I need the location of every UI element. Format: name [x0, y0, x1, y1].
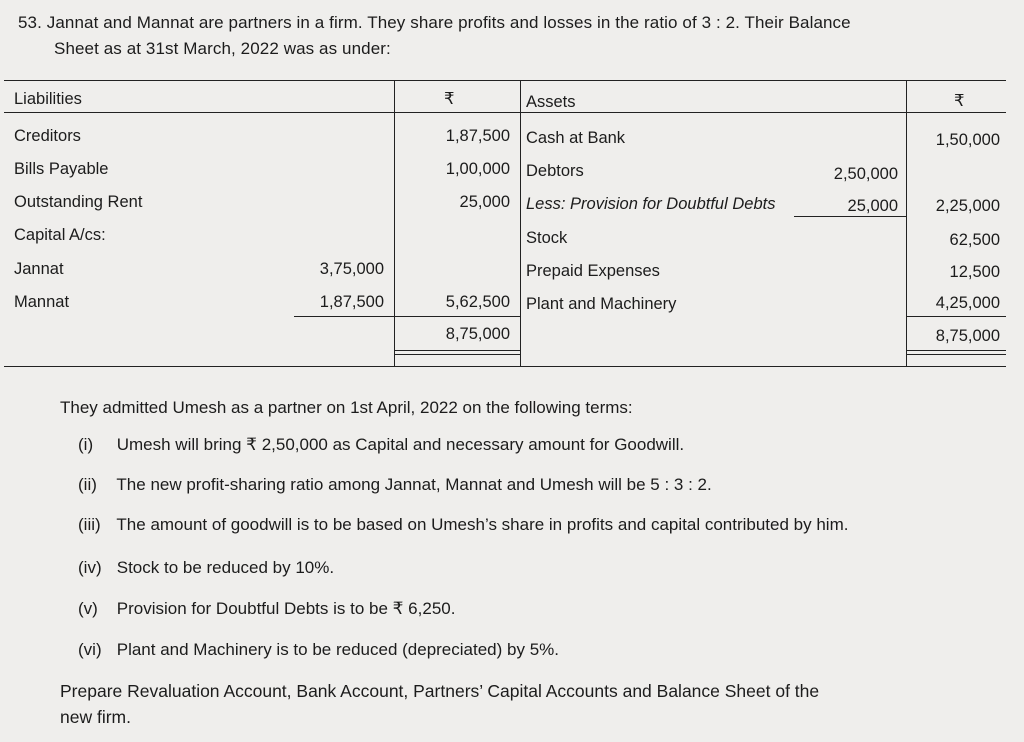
liab-jannat-label: Jannat — [14, 260, 64, 278]
liab-outstanding-rent-amount: 25,000 — [459, 193, 510, 211]
term-item — [78, 475, 712, 495]
asset-cash-label: Cash at Bank — [526, 129, 626, 147]
final-instruction — [60, 676, 1010, 732]
balance-sheet-table — [4, 80, 1006, 368]
asset-cash-amount: 1,50,000 — [935, 131, 1000, 149]
liab-outstanding-rent-label: Outstanding Rent — [14, 193, 143, 211]
liab-bills-payable-amount: 1,00,000 — [445, 160, 510, 178]
table-bottom-rule — [4, 366, 1006, 367]
term-text: The new profit-sharing ratio among Jannat, Mannat and Umesh will be 5 : 3 : 2. — [116, 475, 712, 494]
term-item — [78, 558, 334, 578]
term-text: Provision for Doubtful Debts is to be ₹ 6,250. — [116, 599, 456, 618]
question-line-2: Sheet as at 31st March, 2022 was as under: — [54, 39, 391, 58]
asset-plant-amount: 4,25,000 — [935, 294, 1000, 312]
asset-prepaid-amount: 12,500 — [949, 263, 1000, 281]
term-text: The amount of goodwill is to be based on Umesh’s share in profits and capital contributed by him. — [116, 515, 849, 534]
question-number: 53. — [18, 13, 42, 32]
term-number: (iii) — [78, 515, 101, 534]
liab-mannat-capital: 1,87,500 — [319, 293, 384, 311]
term-number: (v) — [78, 599, 98, 618]
term-number: (i) — [78, 435, 94, 454]
liab-grand-total: 8,75,000 — [445, 325, 510, 343]
liab-mannat-label: Mannat — [14, 293, 70, 311]
liab-total-rule-top — [394, 316, 520, 317]
question-heading — [18, 10, 1013, 62]
asset-total-rule-top — [906, 316, 1006, 317]
asset-total-rule-double — [906, 354, 1006, 355]
term-number: (vi) — [78, 640, 102, 659]
asset-debtors-gross: 2,50,000 — [833, 165, 898, 183]
liab-capital-total: 5,62,500 — [445, 293, 510, 311]
asset-plant-label: Plant and Machinery — [526, 295, 677, 313]
liab-creditors-amount: 1,87,500 — [445, 127, 510, 145]
header-rule — [4, 112, 1006, 113]
asset-stock-label: Stock — [526, 229, 568, 247]
asset-total-rule-bottom — [906, 350, 1006, 351]
table-top-rule — [4, 80, 1006, 81]
col-divider-liab-amount — [394, 80, 395, 367]
term-item — [78, 640, 559, 660]
liab-bills-payable-label: Bills Payable — [14, 160, 109, 178]
asset-stock-amount: 62,500 — [949, 231, 1000, 249]
col-divider-assets — [520, 80, 521, 367]
term-text: Stock to be reduced by 10%. — [116, 558, 335, 577]
term-number: (iv) — [78, 558, 102, 577]
term-item — [78, 599, 455, 619]
term-number: (ii) — [78, 475, 97, 494]
asset-prepaid-label: Prepaid Expenses — [526, 262, 660, 280]
header-liabilities: Liabilities — [14, 90, 82, 108]
final-instruction-line-2: new firm. — [60, 707, 131, 727]
asset-debtors-label: Debtors — [526, 162, 584, 180]
provision-rule — [794, 216, 906, 217]
term-text: Plant and Machinery is to be reduced (depreciated) by 5%. — [116, 640, 559, 659]
col-divider-asset-amount — [906, 80, 907, 367]
header-asset-rupee: ₹ — [954, 92, 965, 110]
terms-intro: They admitted Umesh as a partner on 1st April, 2022 on the following terms: — [60, 398, 633, 417]
term-item — [78, 435, 684, 455]
liab-capital-heading: Capital A/cs: — [14, 226, 106, 244]
asset-grand-total: 8,75,000 — [935, 327, 1000, 345]
header-liab-rupee: ₹ — [444, 90, 455, 108]
liab-creditors-label: Creditors — [14, 127, 81, 145]
final-instruction-line-1: Prepare Revaluation Account, Bank Account, Partners’ Capital Accounts and Balance Sheet of the — [60, 681, 820, 701]
term-item — [78, 515, 848, 535]
question-line-1: Jannat and Mannat are partners in a firm. They share profits and losses in the ratio of 3 : 2. Their Balance — [46, 13, 851, 32]
liab-jannat-capital: 3,75,000 — [319, 260, 384, 278]
asset-debtors-net: 2,25,000 — [935, 197, 1000, 215]
capital-subtotal-rule — [294, 316, 394, 317]
liab-total-rule-bottom — [394, 350, 520, 351]
term-text: Umesh will bring ₹ 2,50,000 as Capital and necessary amount for Goodwill. — [116, 435, 685, 454]
asset-provision-label: Less: Provision for Doubtful Debts — [526, 195, 776, 213]
asset-provision-amount: 25,000 — [847, 197, 898, 215]
header-assets: Assets — [526, 93, 576, 111]
liab-total-rule-double — [394, 354, 520, 355]
